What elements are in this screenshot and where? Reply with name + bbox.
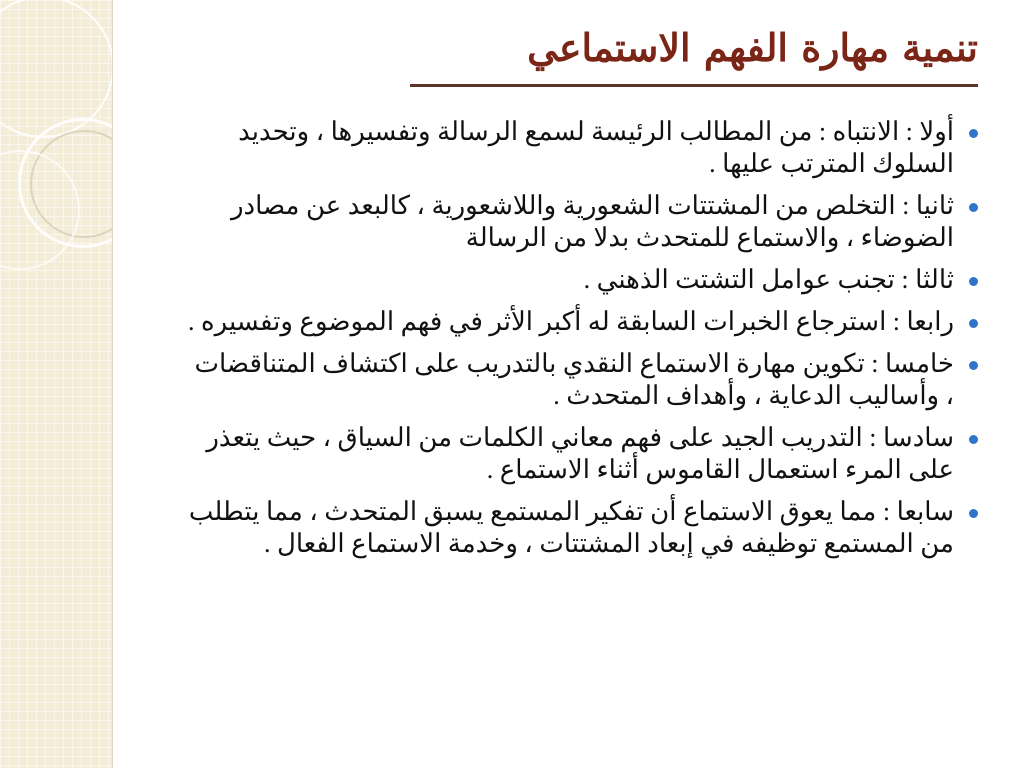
- decorative-ring: [0, 0, 113, 138]
- bullet-dot-icon: [969, 319, 978, 328]
- list-item: [182, 348, 982, 412]
- list-item-text: سادسا : التدريب الجيد على فهم معاني الكلمات من السياق ، حيث يتعذر على المرء استعمال القاموس أثناء الاستماع .: [206, 423, 954, 484]
- slide-title: تنمية مهارة الفهم الاستماعي: [527, 25, 978, 70]
- decorative-grid-strip: [0, 0, 113, 768]
- bullet-dot-icon: [969, 129, 978, 138]
- bullet-list: [182, 116, 982, 570]
- list-item-text: ثالثا : تجنب عوامل التشتت الذهني .: [583, 265, 954, 294]
- bullet-dot-icon: [969, 203, 978, 212]
- list-item-text: رابعا : استرجاع الخبرات السابقة له أكبر الأثر في فهم الموضوع وتفسيره .: [187, 307, 954, 336]
- list-item-text: أولا : الانتباه : من المطالب الرئيسة لسمع الرسالة وتفسيرها ، وتحديد السلوك المترتب عليها .: [238, 117, 954, 178]
- list-item-text: ثانيا : التخلص من المشتتات الشعورية واللاشعورية ، كالبعد عن مصادر الضوضاء ، والاستماع للمتحدث بدلا من الرسالة: [230, 191, 954, 252]
- list-item-text: سابعا : مما يعوق الاستماع أن تفكير المستمع يسبق المتحدث ، مما يتطلب من المستمع توظيفه في إبعاد المشتتات ، وخدمة الاستماع الفعال .: [188, 497, 954, 558]
- list-item: [182, 116, 982, 180]
- list-item: [182, 422, 982, 486]
- bullet-dot-icon: [969, 361, 978, 370]
- list-item: [182, 306, 982, 338]
- list-item: [182, 264, 982, 296]
- title-underline: [410, 84, 978, 87]
- bullet-dot-icon: [969, 435, 978, 444]
- list-item-text: خامسا : تكوين مهارة الاستماع النقدي بالتدريب على اكتشاف المتناقضات ، وأساليب الدعاية ، وأهداف المتحدث .: [194, 349, 954, 410]
- list-item: [182, 496, 982, 560]
- bullet-dot-icon: [969, 509, 978, 518]
- list-item: [182, 190, 982, 254]
- bullet-dot-icon: [969, 277, 978, 286]
